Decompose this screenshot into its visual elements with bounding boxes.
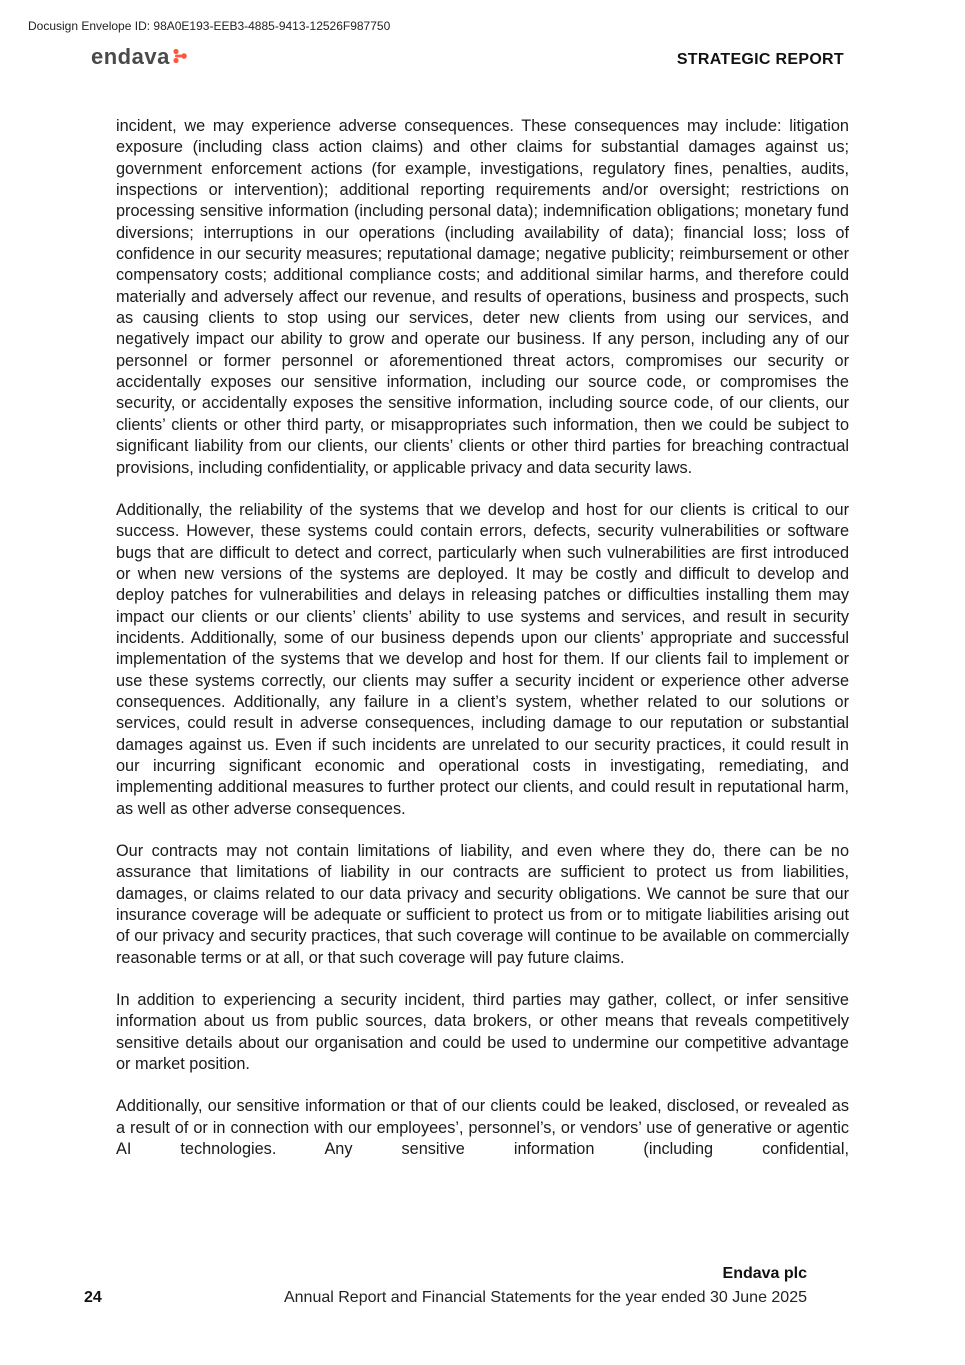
- body-paragraph: Additionally, our sensitive information or that of our clients could be leaked, disclosed, or revealed as a result of or in connection with our employees’, personnel’s, or vendors’ use of generative or agentic AI technologies. Any sensitive information (including confidential,: [116, 1097, 849, 1159]
- endava-logo-mark-icon: [172, 48, 188, 69]
- logo-wordmark: endava: [91, 44, 170, 69]
- body-paragraph: incident, we may experience adverse consequences. These consequences may include: litigation exposure (including class action claims) and other claims for substantial damages against us; government enforcement actions (for example, investigations, regulatory fines, penalties, audits, inspections or intervention); additional reporting requirements and/or oversight; restrictions on processing sensitive information (including personal data); indemnification obligations; monetary fund diversions; interruptions in our operations (including availability of data); financial loss; loss of confidence in our security measures; reputational damage; negative publicity; reimbursement or other compensatory costs; additional compliance costs; and additional similar harms, and therefore could materially and adversely affect our revenue, and results of operations, business and prospects, such as causing clients to stop using our services, deter new clients from using our services, and negatively impact our ability to grow and operate our business. If any person, including any of our personnel or former personnel or aforementioned threat actors, compromises our security or accidentally exposes our sensitive information, including our source code, or compromises the security, or accidentally exposes the sensitive information, including source code, of our clients, our clients’ clients or other third party, or misappropriates such information, then we could be subject to significant liability from our clients, our clients’ clients or other third parties for breaching contractual provisions, including confidentiality, or applicable privacy and data security laws.: [116, 117, 849, 477]
- body-paragraph: Our contracts may not contain limitations of liability, and even where they do, there can be no assurance that limitations of liability in our contracts are sufficient to protect us from liabilities, damages, or claims related to our data privacy and security obligations. We cannot be sure that our insurance coverage will be adequate or sufficient to protect us from or to mitigate liabilities arising out of our privacy and security practices, that such coverage will continue to be available on commercially reasonable terms or at all, or that such coverage will pay future claims.: [116, 842, 849, 967]
- report-body: [116, 116, 849, 1160]
- page-number: 24: [84, 1289, 102, 1306]
- docusign-envelope-id: Docusign Envelope ID: 98A0E193-EEB3-4885-9413-12526F987750: [28, 19, 391, 33]
- section-title: STRATEGIC REPORT: [676, 51, 844, 68]
- footer-report-title: Annual Report and Financial Statements for the year ended 30 June 2025: [283, 1289, 807, 1306]
- body-paragraph: In addition to experiencing a security incident, third parties may gather, collect, or infer sensitive information about us from public sources, data brokers, or other means that reveals competitively sensitive details about our organisation and could be used to undermine our competitive advantage or market position.: [116, 991, 849, 1074]
- footer-company-name: Endava plc: [722, 1265, 807, 1282]
- body-paragraph: Additionally, the reliability of the systems that we develop and host for our clients is critical to our success. However, these systems could contain errors, defects, security vulnerabilities or software bugs that are difficult to detect and correct, particularly when such vulnerabilities are first introduced or when new versions of the systems are deployed. It may be costly and difficult to develop and deploy patches for vulnerabilities and delays in releasing patches or difficulties installing them may impact our clients or our clients’ clients’ ability to use systems and services, and result in security incidents. Additionally, some of our business depends upon our clients’ appropriate and successful implementation of the systems that we develop and host for them. If our clients fail to implement or use these systems correctly, our clients may suffer a security incident or experience other adverse consequences. Additionally, any failure in a client’s system, whether related to our solutions or services, could result in adverse consequences, including damage to our reputation or substantial damages against us. Even if such incidents are unrelated to our security practices, it could result in our incurring significant economic and operational costs in investigating, remediating, and implementing additional measures to further protect our clients, and could result in reputational harm, as well as other adverse consequences.: [116, 500, 849, 818]
- endava-logo: [91, 44, 188, 70]
